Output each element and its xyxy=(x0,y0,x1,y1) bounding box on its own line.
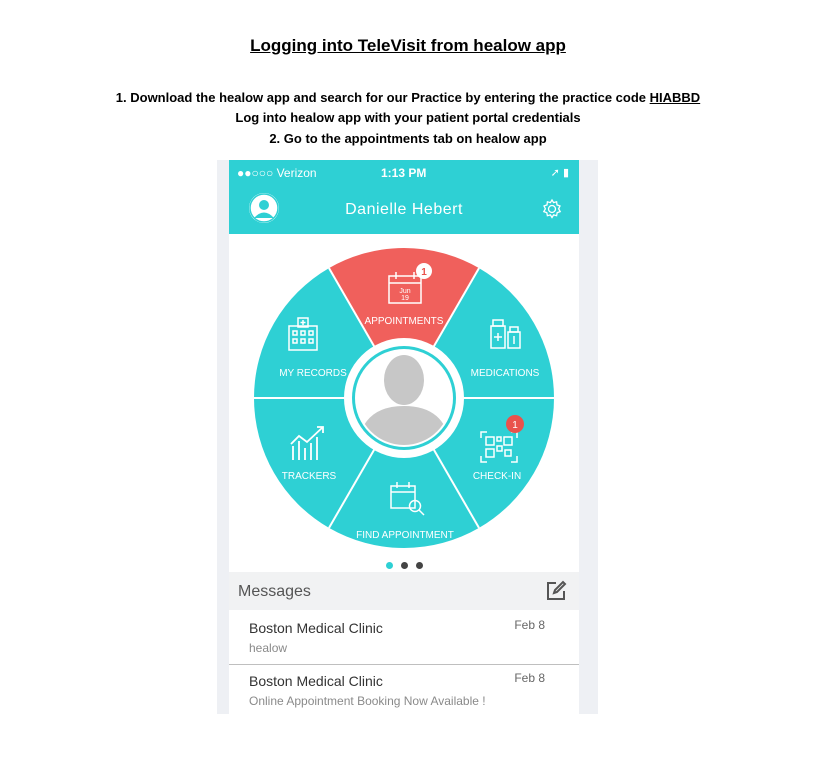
appointments-badge-count: 1 xyxy=(421,267,427,278)
message-sender: Boston Medical Clinic xyxy=(249,620,383,636)
messages-header xyxy=(229,572,579,610)
step1-text: 1. Download the healow app and search for our Practice by entering the practice code xyxy=(115,90,650,105)
app-screen xyxy=(229,160,579,714)
status-bar xyxy=(229,160,579,186)
check-in-badge-count: 1 xyxy=(512,420,518,431)
message-item[interactable] xyxy=(229,612,579,665)
doc-title: Logging into TeleVisit from healow app xyxy=(250,36,566,55)
instruction-step-1 xyxy=(0,90,816,105)
page-dot-3[interactable] xyxy=(416,562,423,569)
medications-label: MEDICATIONS xyxy=(470,368,540,379)
message-preview: healow xyxy=(249,641,288,655)
instruction-step-1-line-2: Log into healow app with your patient portal credentials xyxy=(235,110,581,125)
carrier-signal: ●●○○○ Verizon xyxy=(237,166,317,180)
menu-wheel-graphic xyxy=(229,234,579,574)
status-time: 1:13 PM xyxy=(381,166,427,180)
instruction-step-2: 2. Go to the appointments tab on healow app xyxy=(269,131,547,146)
my-records-label: MY RECORDS xyxy=(279,368,347,379)
phone-screenshot xyxy=(217,160,598,714)
message-date: Feb 8 xyxy=(514,671,545,685)
trackers-label: TRACKERS xyxy=(281,471,337,482)
find-appointment-label: FIND APPOINTMENT xyxy=(356,530,454,541)
compose-icon[interactable] xyxy=(545,580,567,607)
user-name: Danielle Hebert xyxy=(345,201,463,218)
messages-title: Messages xyxy=(238,583,311,600)
page-dot-1[interactable] xyxy=(386,562,393,569)
message-item[interactable] xyxy=(229,665,579,714)
appointments-label: APPOINTMENTS xyxy=(364,316,444,327)
appointments-day: 19 xyxy=(401,295,409,302)
settings-gear-icon[interactable] xyxy=(541,198,563,225)
app-header xyxy=(229,186,579,234)
message-preview: Online Appointment Booking Now Available ! xyxy=(249,694,486,708)
practice-code: HIABBD xyxy=(649,90,701,105)
page-dot-2[interactable] xyxy=(401,562,408,569)
message-date: Feb 8 xyxy=(514,618,545,632)
menu-wheel xyxy=(229,234,579,574)
battery-icon: ➚ ▮ xyxy=(550,167,569,179)
check-in-label: CHECK-IN xyxy=(472,471,522,482)
message-sender: Boston Medical Clinic xyxy=(249,673,383,689)
appointments-month: Jun xyxy=(399,288,411,295)
